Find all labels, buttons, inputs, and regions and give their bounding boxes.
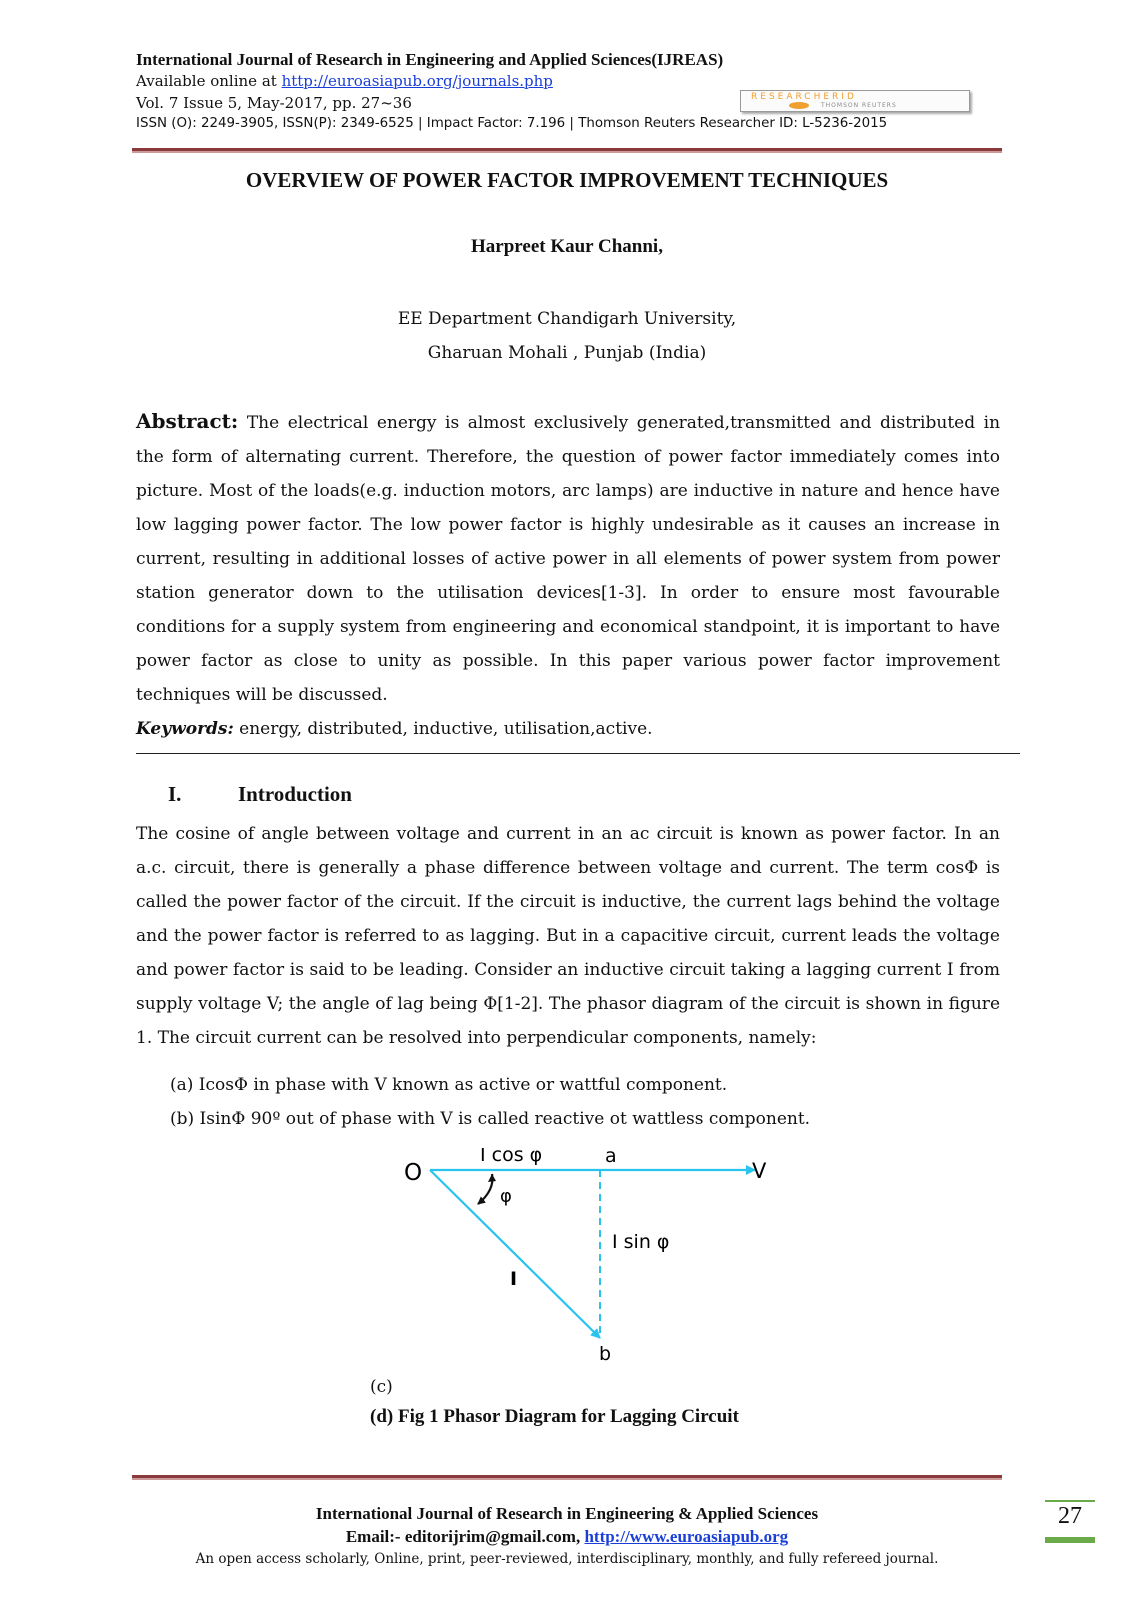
label-V: V bbox=[752, 1159, 767, 1183]
journals-link[interactable]: http://euroasiapub.org/journals.php bbox=[281, 72, 553, 90]
intro-paragraph: The cosine of angle between voltage and current in an ac circuit is known as power factor. In an a.c. circuit, there is generally a phase difference between voltage and current. The term cosΦ is called the power factor of the circuit. If the circuit is inductive, the current lags behind the voltage and the power factor is referred to as lagging. But in a capacitive circuit, current leads the voltage and power factor is said to be leading. Consider an inductive circuit taking a lagging current I from supply voltage V; the angle of lag being Φ[1-2]. The phasor diagram of the circuit is shown in figure 1. The circuit current can be resolved into perpendicular components, namely: bbox=[136, 824, 1000, 1048]
thomson-reuters-icon bbox=[789, 102, 809, 109]
section-divider bbox=[136, 753, 1020, 754]
availability-prefix: Available online at bbox=[136, 72, 282, 90]
abstract bbox=[136, 404, 1000, 712]
keywords bbox=[136, 712, 1000, 746]
label-icos: I cos φ bbox=[480, 1148, 543, 1166]
keywords-text: energy, distributed, inductive, utilisation,active. bbox=[233, 719, 653, 739]
abstract-label: Abstract: bbox=[136, 409, 239, 433]
page-number: 27 bbox=[1058, 1503, 1082, 1529]
phi-arc-start-icon bbox=[488, 1174, 496, 1182]
section-title: Introduction bbox=[238, 782, 352, 806]
footer-journal: International Journal of Research in Engineering & Applied Sciences bbox=[315, 1504, 819, 1523]
author-affiliation bbox=[132, 302, 1002, 370]
issn-line: ISSN (O): 2249-3905, ISSN(P): 2349-6525 | Impact Factor: 7.196 | Thomson Reuters Researcher ID: L-5236-2015 bbox=[136, 116, 888, 131]
figure-caption: (d) Fig 1 Phasor Diagram for Lagging Circuit bbox=[370, 1406, 739, 1427]
keywords-label: Keywords: bbox=[136, 719, 234, 739]
journal-name: International Journal of Research in Engineering and Applied Sciences(IJREAS) bbox=[136, 50, 724, 69]
label-isin: I sin φ bbox=[612, 1231, 670, 1253]
thomson-reuters-logo-text: THOMSON REUTERS bbox=[821, 102, 897, 109]
researcherid-logo bbox=[740, 90, 970, 112]
footer-website-link[interactable]: http://www.euroasiapub.org bbox=[584, 1527, 789, 1546]
footer-description: An open access scholarly, Online, print, peer-reviewed, interdisciplinary, monthly, and fully refereed journal. bbox=[195, 1551, 939, 1567]
label-I: I bbox=[510, 1268, 518, 1290]
phasor-diagram bbox=[400, 1148, 800, 1393]
affiliation-line-2: Gharuan Mohali , Punjab (India) bbox=[427, 343, 707, 363]
author-name: Harpreet Kaur Channi, bbox=[471, 236, 663, 257]
section-number: I. bbox=[168, 782, 182, 806]
footer-divider bbox=[132, 1475, 1002, 1480]
researcherid-logo-text: RESEARCHERID bbox=[751, 92, 857, 102]
section-heading bbox=[168, 782, 352, 807]
affiliation-line-1: EE Department Chandigarh University, bbox=[397, 309, 737, 329]
label-b: b bbox=[599, 1343, 612, 1365]
footer-contact bbox=[132, 1527, 1002, 1547]
list-item-a: (a) IcosΦ in phase with V known as active or wattful component. bbox=[170, 1075, 728, 1095]
abstract-text: The electrical energy is almost exclusively generated,transmitted and distributed in the form of alternating current. Therefore, the question of power factor immediately comes into picture. Most of the loads(e.g. induction motors, arc lamps) are inductive in nature and hence have low lagging power factor. The low power factor is highly undesirable as it causes an increase in current, resulting in additional losses of active power in all elements of power system from power station generator down to the utilisation devices[1-3]. In order to ensure most favourable conditions for a supply system from engineering and economical standpoint, it is important to have power factor as close to unity as possible. In this paper various power factor improvement techniques will be discussed. bbox=[136, 413, 1001, 705]
current-phasor bbox=[430, 1170, 600, 1338]
component-list bbox=[170, 1068, 1000, 1136]
label-phi: φ bbox=[500, 1186, 512, 1207]
label-a: a bbox=[605, 1148, 617, 1167]
header-divider bbox=[132, 148, 1002, 153]
volume-line: Vol. 7 Issue 5, May-2017, pp. 27~36 bbox=[136, 94, 412, 112]
page-number-bar bbox=[1045, 1537, 1095, 1543]
label-O: O bbox=[404, 1160, 423, 1186]
figure-sublabel: (c) bbox=[370, 1377, 393, 1397]
availability-line bbox=[136, 70, 1006, 92]
footer-email: Email:- editorijrim@gmail.com, bbox=[345, 1527, 585, 1546]
list-item-b: (b) IsinΦ 90º out of phase with V is called reactive ot wattless component. bbox=[170, 1109, 811, 1129]
paper-title: OVERVIEW OF POWER FACTOR IMPROVEMENT TECHNIQUES bbox=[245, 168, 889, 192]
